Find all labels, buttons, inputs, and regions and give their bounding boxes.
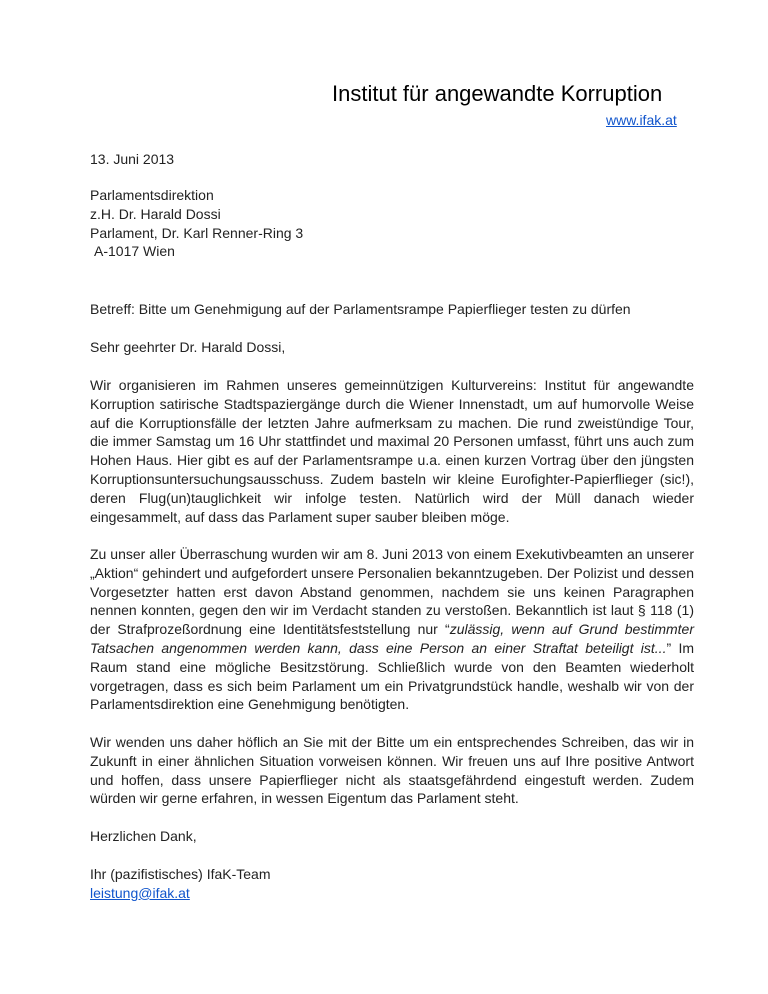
letter-date: 13. Juni 2013 (90, 151, 175, 167)
org-title: Institut für angewandte Korruption (332, 81, 663, 106)
email-link[interactable]: leistung@ifak.at (90, 884, 190, 901)
paragraph-2-text: Zu unser aller Überraschung wurden wir am 8. Juni 2013 von einem Exekutivbeamten an unserer „Aktion“ gehindert und aufgefordert unsere Personalien bekanntzugeben. Der Polizist und dessen Vorgesetzter hatten erst davon Abstand genommen, nachdem sie uns keinen Paragraphen nennen konnten, gegen den wir im Verdacht standen zu verstoßen. Bekanntlich ist laut § 118 (1) der Strafprozeßordnung eine Identitätsfeststellung nur “ (90, 546, 694, 638)
body-paragraph-2 (90, 545, 694, 714)
body-paragraph-1: Wir organisieren im Rahmen unseres gemeinnützigen Kulturvereins: Institut für angewandte Korruption satirische Stadtspaziergänge durch die Wiener Innenstadt, um auf humorvolle Weise auf die Korruptionsfälle der letzten Jahre aufmerksam zu machen. Die rund zweistündige Tour, die immer Samstag um 16 Uhr stattfindet und maximal 20 Personen umfasst, führt uns auch zum Hohen Haus. Hier gibt es auf der Parlamentsrampe u.a. einen kurzen Vortrag über den jüngsten Korruptionsuntersuchungsausschuss. Zudem basteln wir kleine Eurofighter-Papierflieger (sic!), deren Flug(un)tauglichkeit wir infolge testen. Natürlich wird der Müll danach wieder eingesammelt, auf dass das Parlament super sauber bleiben möge. (90, 377, 694, 525)
recipient-line: Parlamentsdirektion (90, 187, 214, 203)
signature: Ihr (pazifistisches) IfaK-Team (90, 866, 271, 882)
signature-block (90, 865, 694, 903)
recipient-line: z.H. Dr. Harald Dossi (90, 205, 221, 222)
paragraph-2-text-continued: ” Im Raum stand eine mögliche Besitzstörung. Schließlich wurde von den Beamten wiederholt vorgetragen, dass es sich beim Parlament um ein Privatgrundstück handle, weshalb wir von der Parlamentsdirektion eine Genehmigung benötigten. (90, 639, 694, 713)
closing: Herzlichen Dank, (90, 828, 197, 844)
body-paragraph-3: Wir wenden uns daher höflich an Sie mit der Bitte um ein entsprechendes Schreiben, das wir in Zukunft in einer ähnlichen Situation vorweisen können. Wir freuen uns auf Ihre positive Antwort und hoffen, dass unsere Papierflieger nicht als staatsgefährdend eingestuft werden. Zudem würden wir gerne erfahren, in wessen Eigentum das Parlament steht. (90, 734, 694, 807)
recipient-line: A-1017 Wien (94, 243, 175, 260)
website-link[interactable]: www.ifak.at (606, 112, 677, 128)
legal-quote: zulässig, wenn auf Grund bestimmter Tatsachen angenommen werden kann, dass eine Person an einer Straftat beteiligt ist... (90, 621, 695, 656)
recipient-line: Parlament, Dr. Karl Renner-Ring 3 (90, 224, 304, 241)
recipient-address (90, 186, 694, 261)
subject-line: Betreff: Bitte um Genehmigung auf der Parlamentsrampe Papierflieger testen zu dürfen (90, 301, 631, 317)
salutation: Sehr geehrter Dr. Harald Dossi, (90, 339, 286, 355)
